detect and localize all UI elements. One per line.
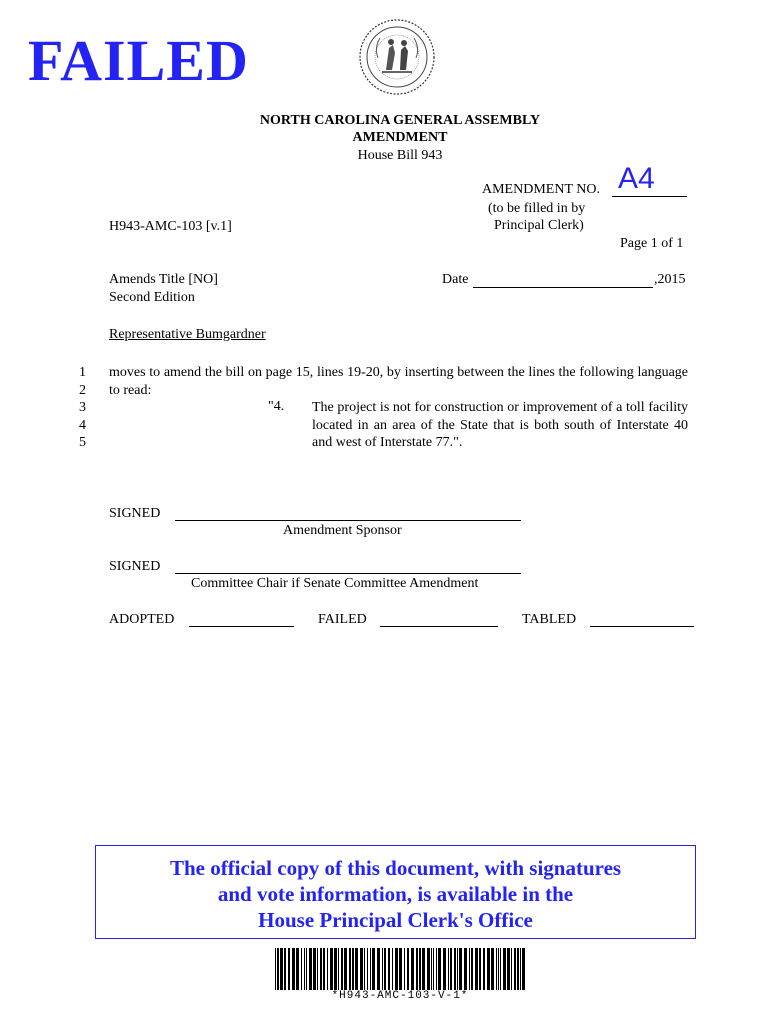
date-year: ,2015 bbox=[654, 272, 686, 287]
failed-line bbox=[380, 626, 498, 627]
line-number: 4 bbox=[79, 417, 86, 433]
tabled-label: TABLED bbox=[522, 612, 577, 627]
signed-label-1: SIGNED bbox=[109, 506, 161, 521]
page-indicator: Page 1 of 1 bbox=[620, 236, 684, 251]
edition: Second Edition bbox=[109, 290, 195, 305]
amendment-no-label: AMENDMENT NO. bbox=[482, 182, 600, 197]
amends-title: Amends Title [NO] bbox=[109, 272, 218, 287]
clerk-note-line1: (to be filled in by bbox=[488, 201, 586, 216]
failed-label: FAILED bbox=[318, 612, 367, 627]
adopted-label: ADOPTED bbox=[109, 612, 175, 627]
line-number: 3 bbox=[79, 400, 86, 415]
notice-line1: The official copy of this document, with signatures bbox=[169, 856, 622, 880]
clerk-note-line2: Principal Clerk) bbox=[494, 218, 584, 233]
tabled-line bbox=[590, 626, 694, 627]
barcode-text: *H943-AMC-103-V-1* bbox=[331, 990, 469, 1002]
amendment-no-line bbox=[612, 196, 687, 197]
barcode-icon bbox=[275, 948, 525, 990]
sponsor-name: Representative Bumgardner bbox=[109, 327, 266, 342]
signature-line-2 bbox=[175, 573, 521, 574]
amendment-heading: AMENDMENT bbox=[352, 130, 448, 145]
failed-stamp: FAILED bbox=[28, 28, 249, 93]
state-seal-icon bbox=[358, 18, 436, 96]
notice-line3: House Principal Clerk's Office bbox=[258, 908, 533, 932]
notice-line2: and vote information, is available in the bbox=[217, 882, 574, 906]
line-number: 2 bbox=[79, 382, 86, 398]
signed-label-2: SIGNED bbox=[109, 559, 161, 574]
committee-caption: Committee Chair if Senate Committee Amendment bbox=[191, 576, 479, 591]
quote-text: The project is not for construction or improvement of a toll facility located in an area of the State that is both south of Interstate 40 and west of Interstate 77.". bbox=[312, 400, 688, 450]
line-number: 1 bbox=[79, 365, 86, 380]
signature-line-1 bbox=[175, 520, 521, 521]
date-label: Date bbox=[442, 272, 469, 287]
sponsor-caption: Amendment Sponsor bbox=[283, 523, 402, 538]
line-numbers bbox=[74, 364, 86, 452]
bill-number: House Bill 943 bbox=[357, 148, 443, 163]
date-line bbox=[473, 287, 653, 288]
assembly-heading: NORTH CAROLINA GENERAL ASSEMBLY bbox=[259, 113, 541, 128]
amendment-intro: moves to amend the bill on page 15, lines 19-20, by inserting between the lines the following language to read: bbox=[109, 365, 688, 398]
adopted-line bbox=[189, 626, 294, 627]
official-copy-notice bbox=[95, 845, 696, 939]
document-id: H943-AMC-103 [v.1] bbox=[109, 219, 232, 234]
amendment-number: A4 bbox=[618, 162, 655, 195]
line-number: 5 bbox=[79, 435, 86, 450]
quote-item-number: "4. bbox=[268, 399, 285, 414]
